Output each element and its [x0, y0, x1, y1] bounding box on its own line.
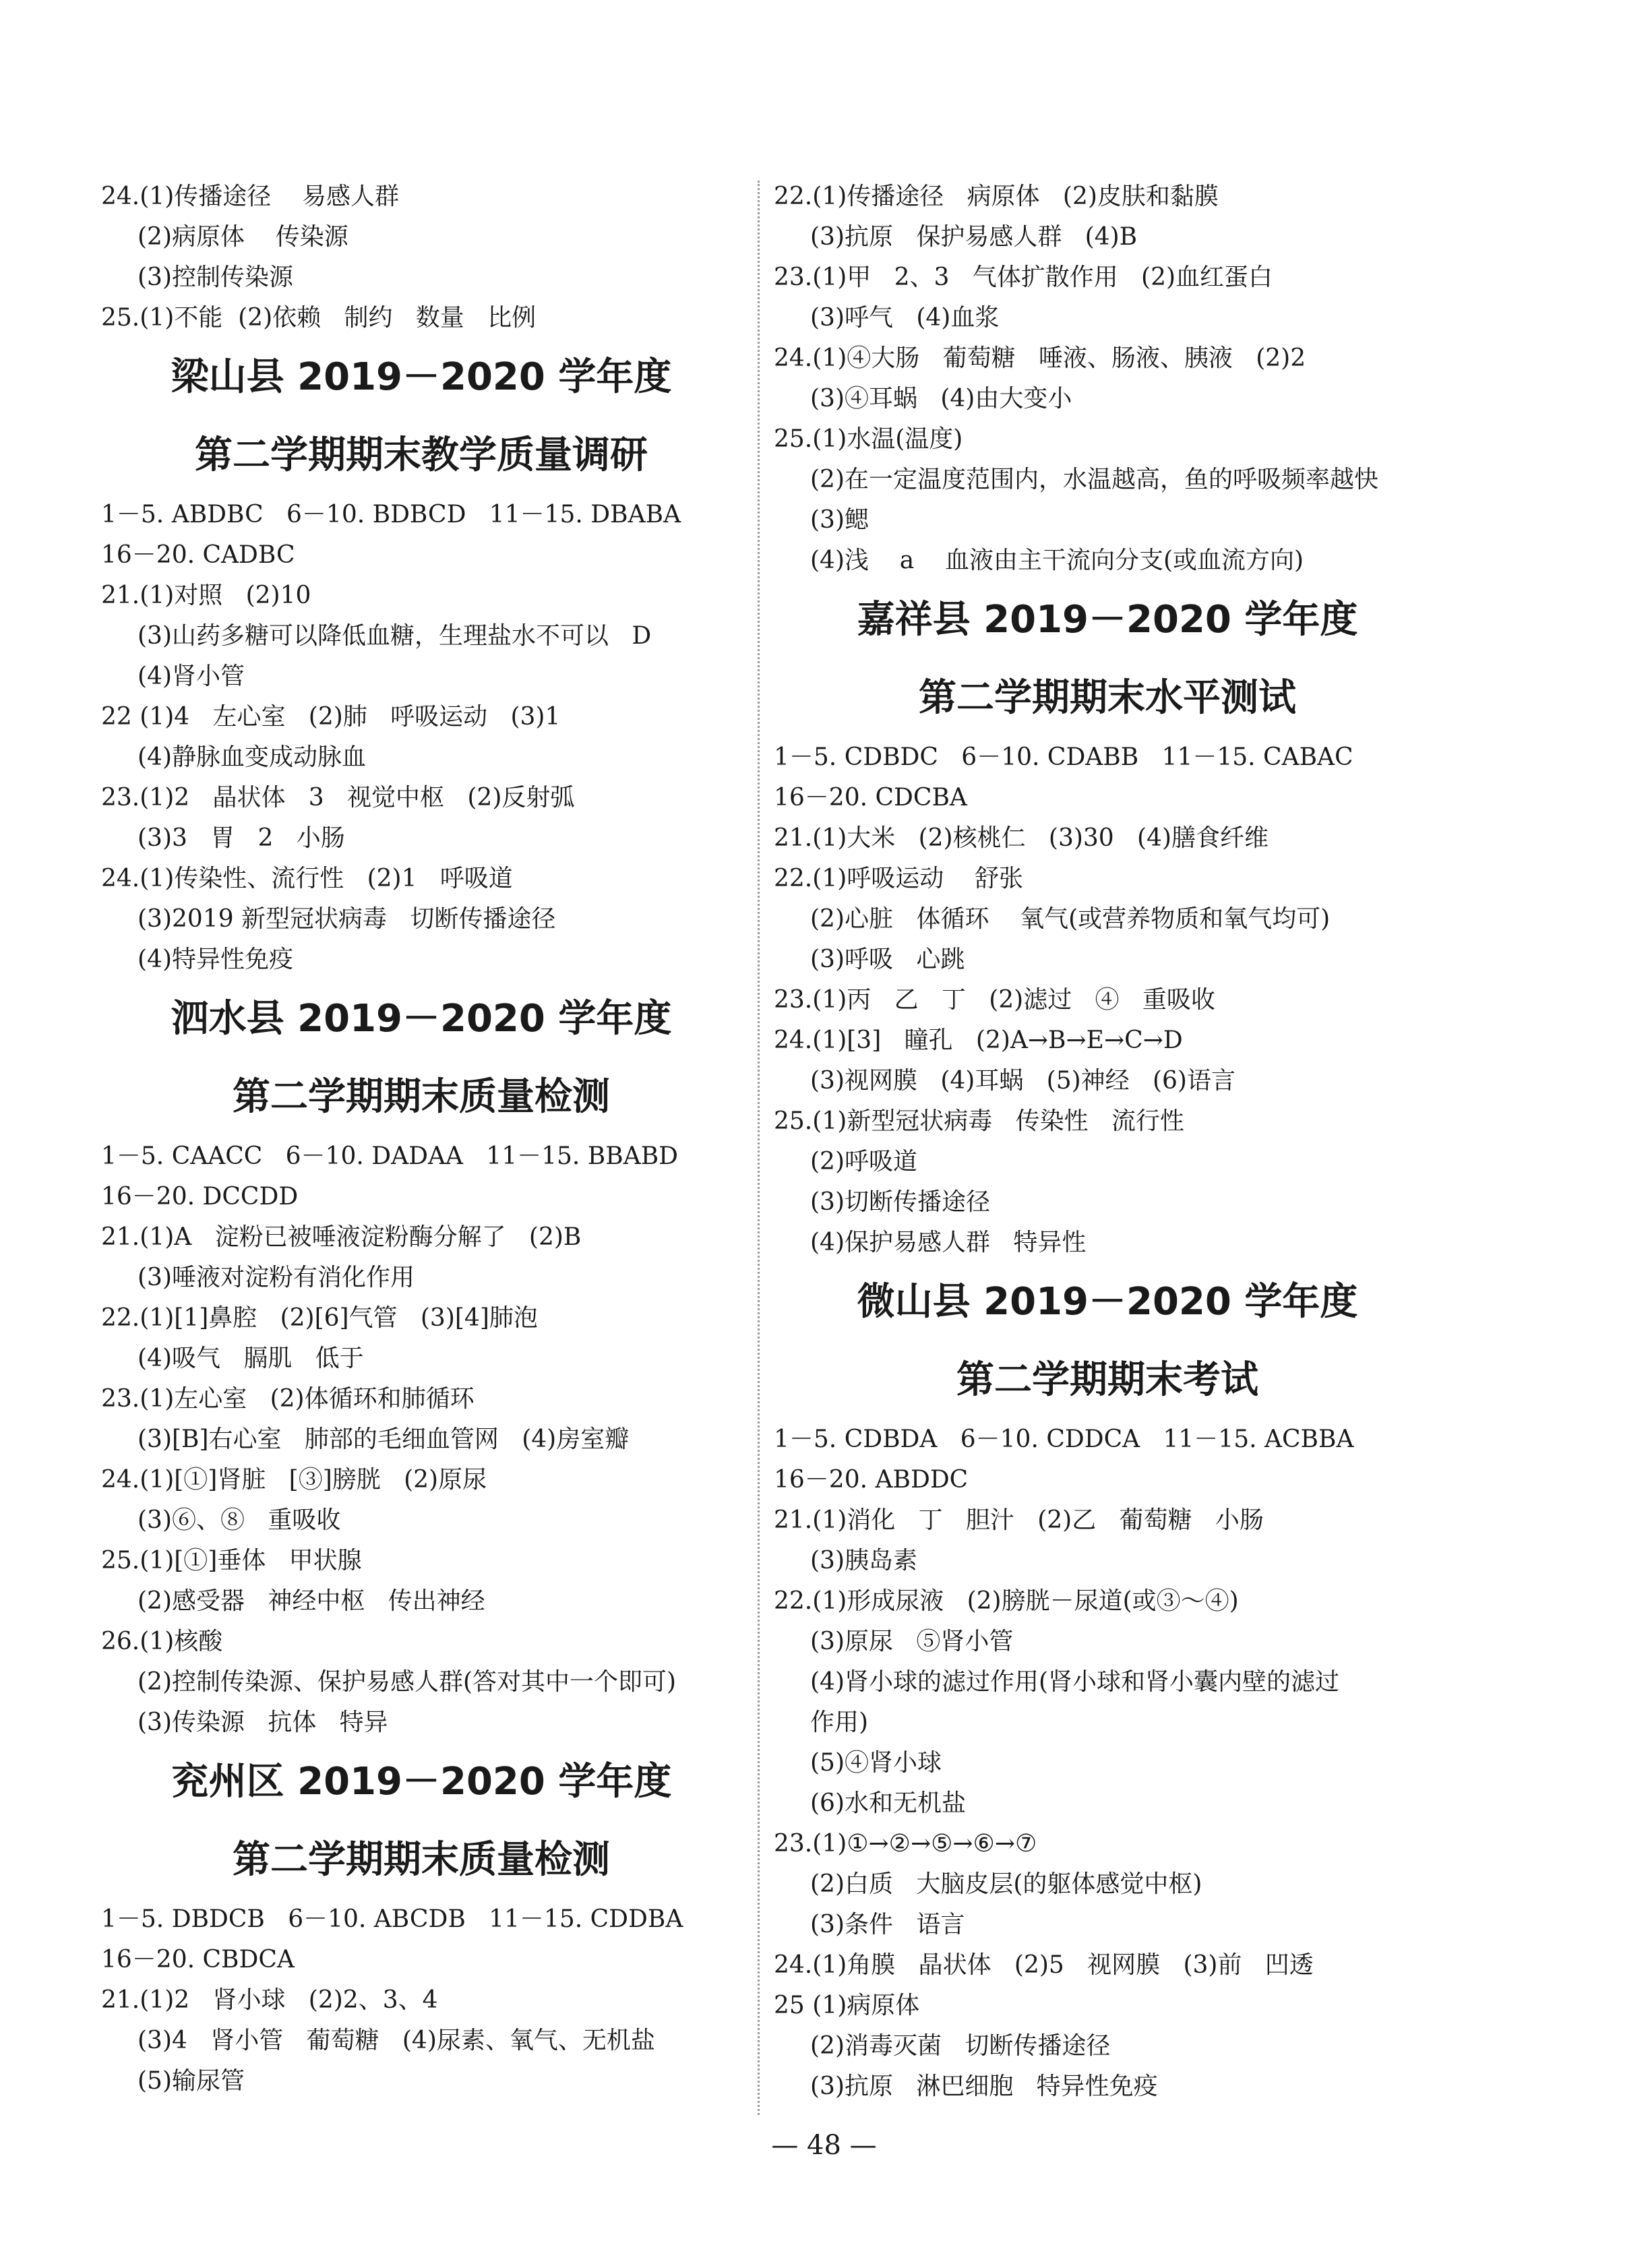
section-heading: 微山县 2019－2020 学年度 — [857, 1280, 1358, 1324]
answer-line: (3)原尿 ⑤肾小管 — [810, 1628, 1014, 1655]
answer-line: (2)感受器 神经中枢 传出神经 — [138, 1587, 485, 1615]
answer-line: (3)④耳蜗 (4)由大变小 — [810, 385, 1072, 412]
answer-line: (3)传染源 抗体 特异 — [138, 1709, 388, 1736]
answer-line: (2)消毒灭菌 切断传播途径 — [810, 2032, 1111, 2060]
answer-line: 24.(1)角膜 晶状体 (2)5 视网膜 (3)前 凹透 — [774, 1951, 1314, 1979]
answer-line: (3)条件 语言 — [810, 1911, 965, 1938]
answer-line: 25.(1)水温(温度) — [774, 425, 963, 453]
answer-line: 23.(1)①→②→⑤→⑥→⑦ — [774, 1830, 1037, 1858]
column-divider — [758, 181, 760, 2115]
section-heading: 第二学期期末质量检测 — [233, 1838, 610, 1882]
answer-line: (4)特异性免疫 — [138, 946, 293, 973]
answer-line: (3)鳃 — [810, 506, 869, 534]
answer-line: 21.(1)大米 (2)核桃仁 (3)30 (4)膳食纤维 — [774, 824, 1269, 852]
answer-line: 16－20. CBDCA — [101, 1946, 295, 1973]
answer-line: (4)保护易感人群 特异性 — [810, 1229, 1087, 1256]
answer-line: (3)2019 新型冠状病毒 切断传播途径 — [138, 905, 556, 933]
answer-line: 26.(1)核酸 — [101, 1628, 223, 1655]
page-number: — 48 — — [771, 2130, 877, 2161]
answer-line: 16－20. DCCDD — [101, 1183, 299, 1210]
answer-line: 25.(1)[①]垂体 甲状腺 — [101, 1547, 362, 1574]
section-heading: 第二学期期末教学质量调研 — [195, 433, 648, 477]
answer-line: 21.(1)2 肾小球 (2)2、3、4 — [101, 1986, 438, 2014]
answer-line: 1－5. CAACC 6－10. DADAA 11－15. BBABD — [101, 1142, 679, 1170]
answer-line: (3)抗原 保护易感人群 (4)B — [810, 223, 1138, 251]
section-heading: 泗水县 2019－2020 学年度 — [171, 997, 672, 1041]
answer-line: 24.(1)传染性、流行性 (2)1 呼吸道 — [101, 865, 513, 892]
answer-line: 22.(1)[1]鼻腔 (2)[6]气管 (3)[4]肺泡 — [101, 1304, 538, 1332]
answer-line: (3)3 胃 2 小肠 — [138, 824, 345, 852]
answer-line: (5)输尿管 — [138, 2067, 245, 2095]
answer-line: (2)心脏 体循环 氧气(或营养物质和氧气均可) — [810, 905, 1331, 933]
answer-line: (4)静脉血变成动脉血 — [138, 743, 366, 771]
answer-line: 21.(1)消化 丁 胆汁 (2)乙 葡萄糖 小肠 — [774, 1506, 1264, 1534]
answer-line: (3)山药多糖可以降低血糖，生理盐水不可以 D — [138, 622, 652, 650]
answer-line: (3)唾液对淀粉有消化作用 — [138, 1264, 415, 1291]
answer-line: 21.(1)A 淀粉已被唾液淀粉酶分解了 (2)B — [101, 1223, 582, 1251]
answer-line: (3)控制传染源 — [138, 264, 293, 291]
answer-line: (3)胰岛素 — [810, 1547, 917, 1574]
answer-line: (2)白质 大脑皮层(的躯体感觉中枢) — [810, 1870, 1202, 1898]
answer-line: 22.(1)形成尿液 (2)膀胱－尿道(或③～④) — [774, 1587, 1239, 1615]
answer-line: 24.(1)[3] 瞳孔 (2)A→B→E→C→D — [774, 1026, 1183, 1054]
answer-line: (3)⑥、⑧ 重吸收 — [138, 1506, 341, 1534]
answer-line: 16－20. ABDDC — [774, 1466, 969, 1494]
answer-line: (3)抗原 淋巴细胞 特异性免疫 — [810, 2073, 1158, 2100]
answer-line: (3)切断传播途径 — [810, 1188, 990, 1216]
answer-line: (4)浅 a 血液由主干流向分支(或血流方向) — [810, 547, 1304, 574]
answer-line: (3)4 肾小管 葡萄糖 (4)尿素、氧气、无机盐 — [138, 2027, 655, 2054]
answer-line: 23.(1)2 晶状体 3 视觉中枢 (2)反射弧 — [101, 784, 575, 811]
section-heading: 嘉祥县 2019－2020 学年度 — [857, 598, 1358, 642]
answer-line: (2)病原体 传染源 — [138, 223, 348, 251]
answer-line: (4)肾小管 — [138, 663, 245, 690]
answer-line: (6)水和无机盐 — [810, 1789, 966, 1817]
answer-line: (2)控制传染源、保护易感人群(答对其中一个即可) — [138, 1668, 677, 1696]
left-column — [101, 177, 741, 2102]
answer-line: 1－5. CDBDA 6－10. CDDCA 11－15. ACBBA — [774, 1426, 1354, 1453]
answer-line: 16－20. CADBC — [101, 541, 295, 569]
answer-line: (4)肾小球的滤过作用(肾小球和肾小囊内壁的滤过 — [810, 1668, 1340, 1696]
answer-line: (3)呼气 (4)血浆 — [810, 304, 1000, 332]
answer-line: (3)视网膜 (4)耳蜗 (5)神经 (6)语言 — [810, 1067, 1235, 1095]
answer-line: (3)[B]右心室 肺部的毛细血管网 (4)房室瓣 — [138, 1426, 630, 1453]
answer-line: 作用) — [810, 1709, 869, 1736]
answer-line: 25 (1)病原体 — [774, 1992, 920, 2019]
answer-line: 22.(1)传播途径 病原体 (2)皮肤和黏膜 — [774, 183, 1219, 210]
section-heading: 第二学期期末考试 — [956, 1358, 1258, 1402]
answer-line: 24.(1)[①]肾脏 [③]膀胱 (2)原尿 — [101, 1466, 487, 1494]
answer-line: (3)呼吸 心跳 — [810, 946, 965, 973]
right-column — [774, 177, 1441, 2107]
answer-line: 1－5. DBDCB 6－10. ABCDB 11－15. CDDBA — [101, 1905, 683, 1933]
answer-line: (4)吸气 膈肌 低于 — [138, 1345, 364, 1372]
answer-line: 23.(1)甲 2、3 气体扩散作用 (2)血红蛋白 — [774, 264, 1273, 291]
answer-line: (2)呼吸道 — [810, 1148, 917, 1175]
answer-line: 1－5. ABDBC 6－10. BDBCD 11－15. DBABA — [101, 501, 681, 528]
answer-line: 23.(1)左心室 (2)体循环和肺循环 — [101, 1385, 475, 1413]
answer-line: 1－5. CDBDC 6－10. CDABB 11－15. CABAC — [774, 743, 1353, 771]
answer-line: (2)在一定温度范围内，水温越高，鱼的呼吸频率越快 — [810, 466, 1378, 493]
answer-line: 23.(1)丙 乙 丁 (2)滤过 ④ 重吸收 — [774, 986, 1215, 1014]
section-heading: 第二学期期末质量检测 — [233, 1075, 610, 1119]
section-heading: 兖州区 2019－2020 学年度 — [171, 1760, 672, 1804]
answer-line: 21.(1)对照 (2)10 — [101, 582, 311, 609]
section-heading: 梁山县 2019－2020 学年度 — [171, 355, 672, 399]
section-heading: 第二学期期末水平测试 — [919, 676, 1296, 720]
answer-line: (5)④肾小球 — [810, 1749, 942, 1777]
answer-line: 22 (1)4 左心室 (2)肺 呼吸运动 (3)1 — [101, 703, 561, 731]
answer-line: 24.(1)传播途径 易感人群 — [101, 183, 400, 210]
answer-line: 16－20. CDCBA — [774, 784, 967, 811]
answer-line: 24.(1)④大肠 葡萄糖 唾液、肠液、胰液 (2)2 — [774, 344, 1306, 372]
answer-line: 25.(1)新型冠状病毒 传染性 流行性 — [774, 1107, 1184, 1135]
answer-line: 25.(1)不能 (2)依赖 制约 数量 比例 — [101, 304, 537, 332]
answer-line: 22.(1)呼吸运动 舒张 — [774, 865, 1024, 892]
